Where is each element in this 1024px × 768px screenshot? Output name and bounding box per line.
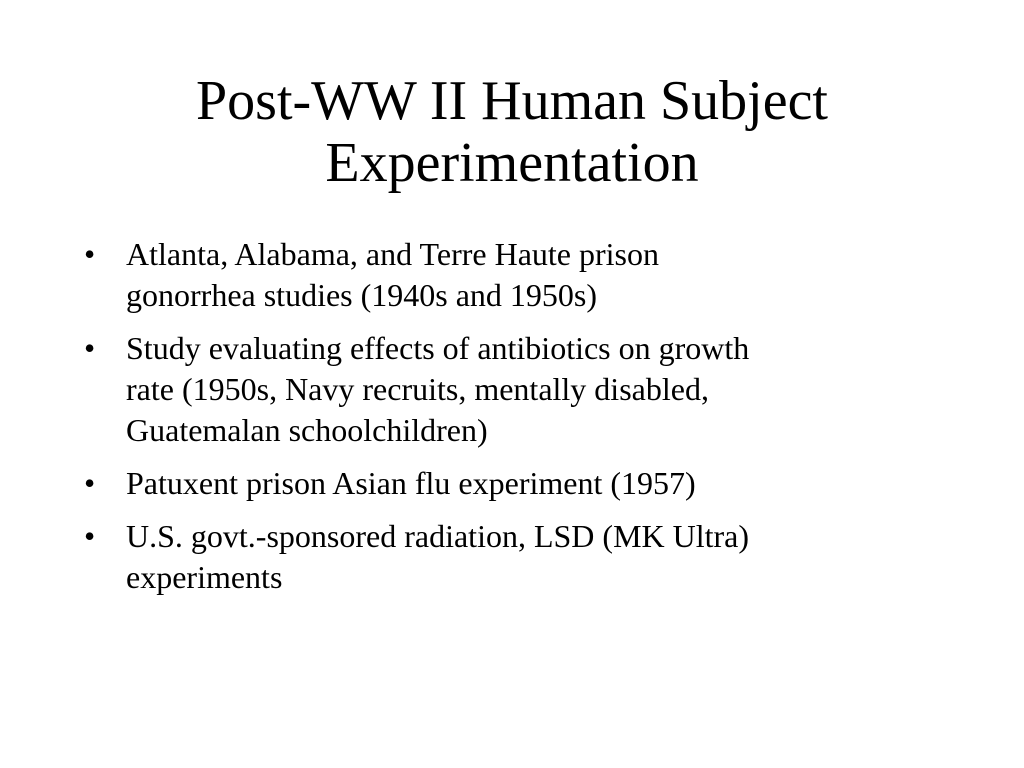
bullet-line: U.S. govt.-sponsored radiation, LSD (MK Ultra): [126, 518, 750, 554]
bullet-text: [126, 328, 924, 451]
bullet-item-patuxent-flu: [84, 463, 924, 504]
bullet-item-antibiotics-study: [84, 328, 924, 451]
title-line-2: Experimentation: [325, 132, 699, 194]
slide-title: [62, 70, 962, 194]
title-line-1: Post-WW II Human Subject: [196, 70, 828, 132]
bullet-text: [126, 516, 924, 598]
bullet-list: [84, 234, 924, 610]
bullet-text: [126, 463, 924, 504]
bullet-icon: •: [84, 330, 96, 366]
bullet-line: experiments: [126, 559, 283, 595]
bullet-line: gonorrhea studies (1940s and 1950s): [126, 277, 598, 313]
bullet-text: [126, 234, 924, 316]
bullet-item-prison-gonorrhea: [84, 234, 924, 316]
bullet-line: rate (1950s, Navy recruits, mentally disabled,: [126, 371, 709, 407]
bullet-icon: •: [84, 236, 96, 272]
bullet-line: Atlanta, Alabama, and Terre Haute prison: [126, 236, 659, 272]
bullet-line: Guatemalan schoolchildren): [126, 412, 488, 448]
bullet-line: Study evaluating effects of antibiotics on growth: [126, 330, 750, 366]
bullet-item-radiation-lsd: [84, 516, 924, 598]
bullet-line: Patuxent prison Asian flu experiment (1957): [126, 465, 696, 501]
bullet-icon: •: [84, 518, 96, 554]
bullet-icon: •: [84, 465, 96, 501]
